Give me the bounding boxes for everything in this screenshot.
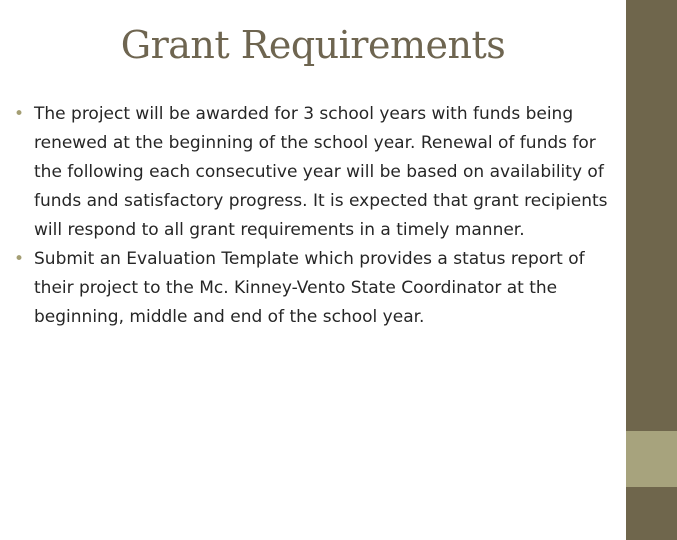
bullet-icon: • — [14, 249, 25, 269]
slide-body — [14, 100, 616, 332]
bullet-icon: • — [14, 104, 25, 124]
sidebar-bottom-band — [626, 487, 677, 540]
sidebar-top-band — [626, 0, 677, 431]
bullet-item — [14, 245, 616, 332]
slide-title: Grant Requirements — [120, 23, 506, 67]
bullet-text: Submit an Evaluation Template which provides a status report of their project to the Mc. Kinney-Vento State Coordinator at the beginning, middle and end of the school year. — [34, 249, 585, 327]
decorative-sidebar — [626, 0, 677, 540]
sidebar-accent-band — [626, 431, 677, 487]
bullet-text: The project will be awarded for 3 school years with funds being renewed at the beginning of the school year. Renewal of funds for the following each consecutive year will be based on availability of funds and satisfactory progress. It is expected that grant recipients will respond to all grant requirements in a timely manner. — [34, 104, 608, 240]
bullet-item — [14, 100, 616, 245]
